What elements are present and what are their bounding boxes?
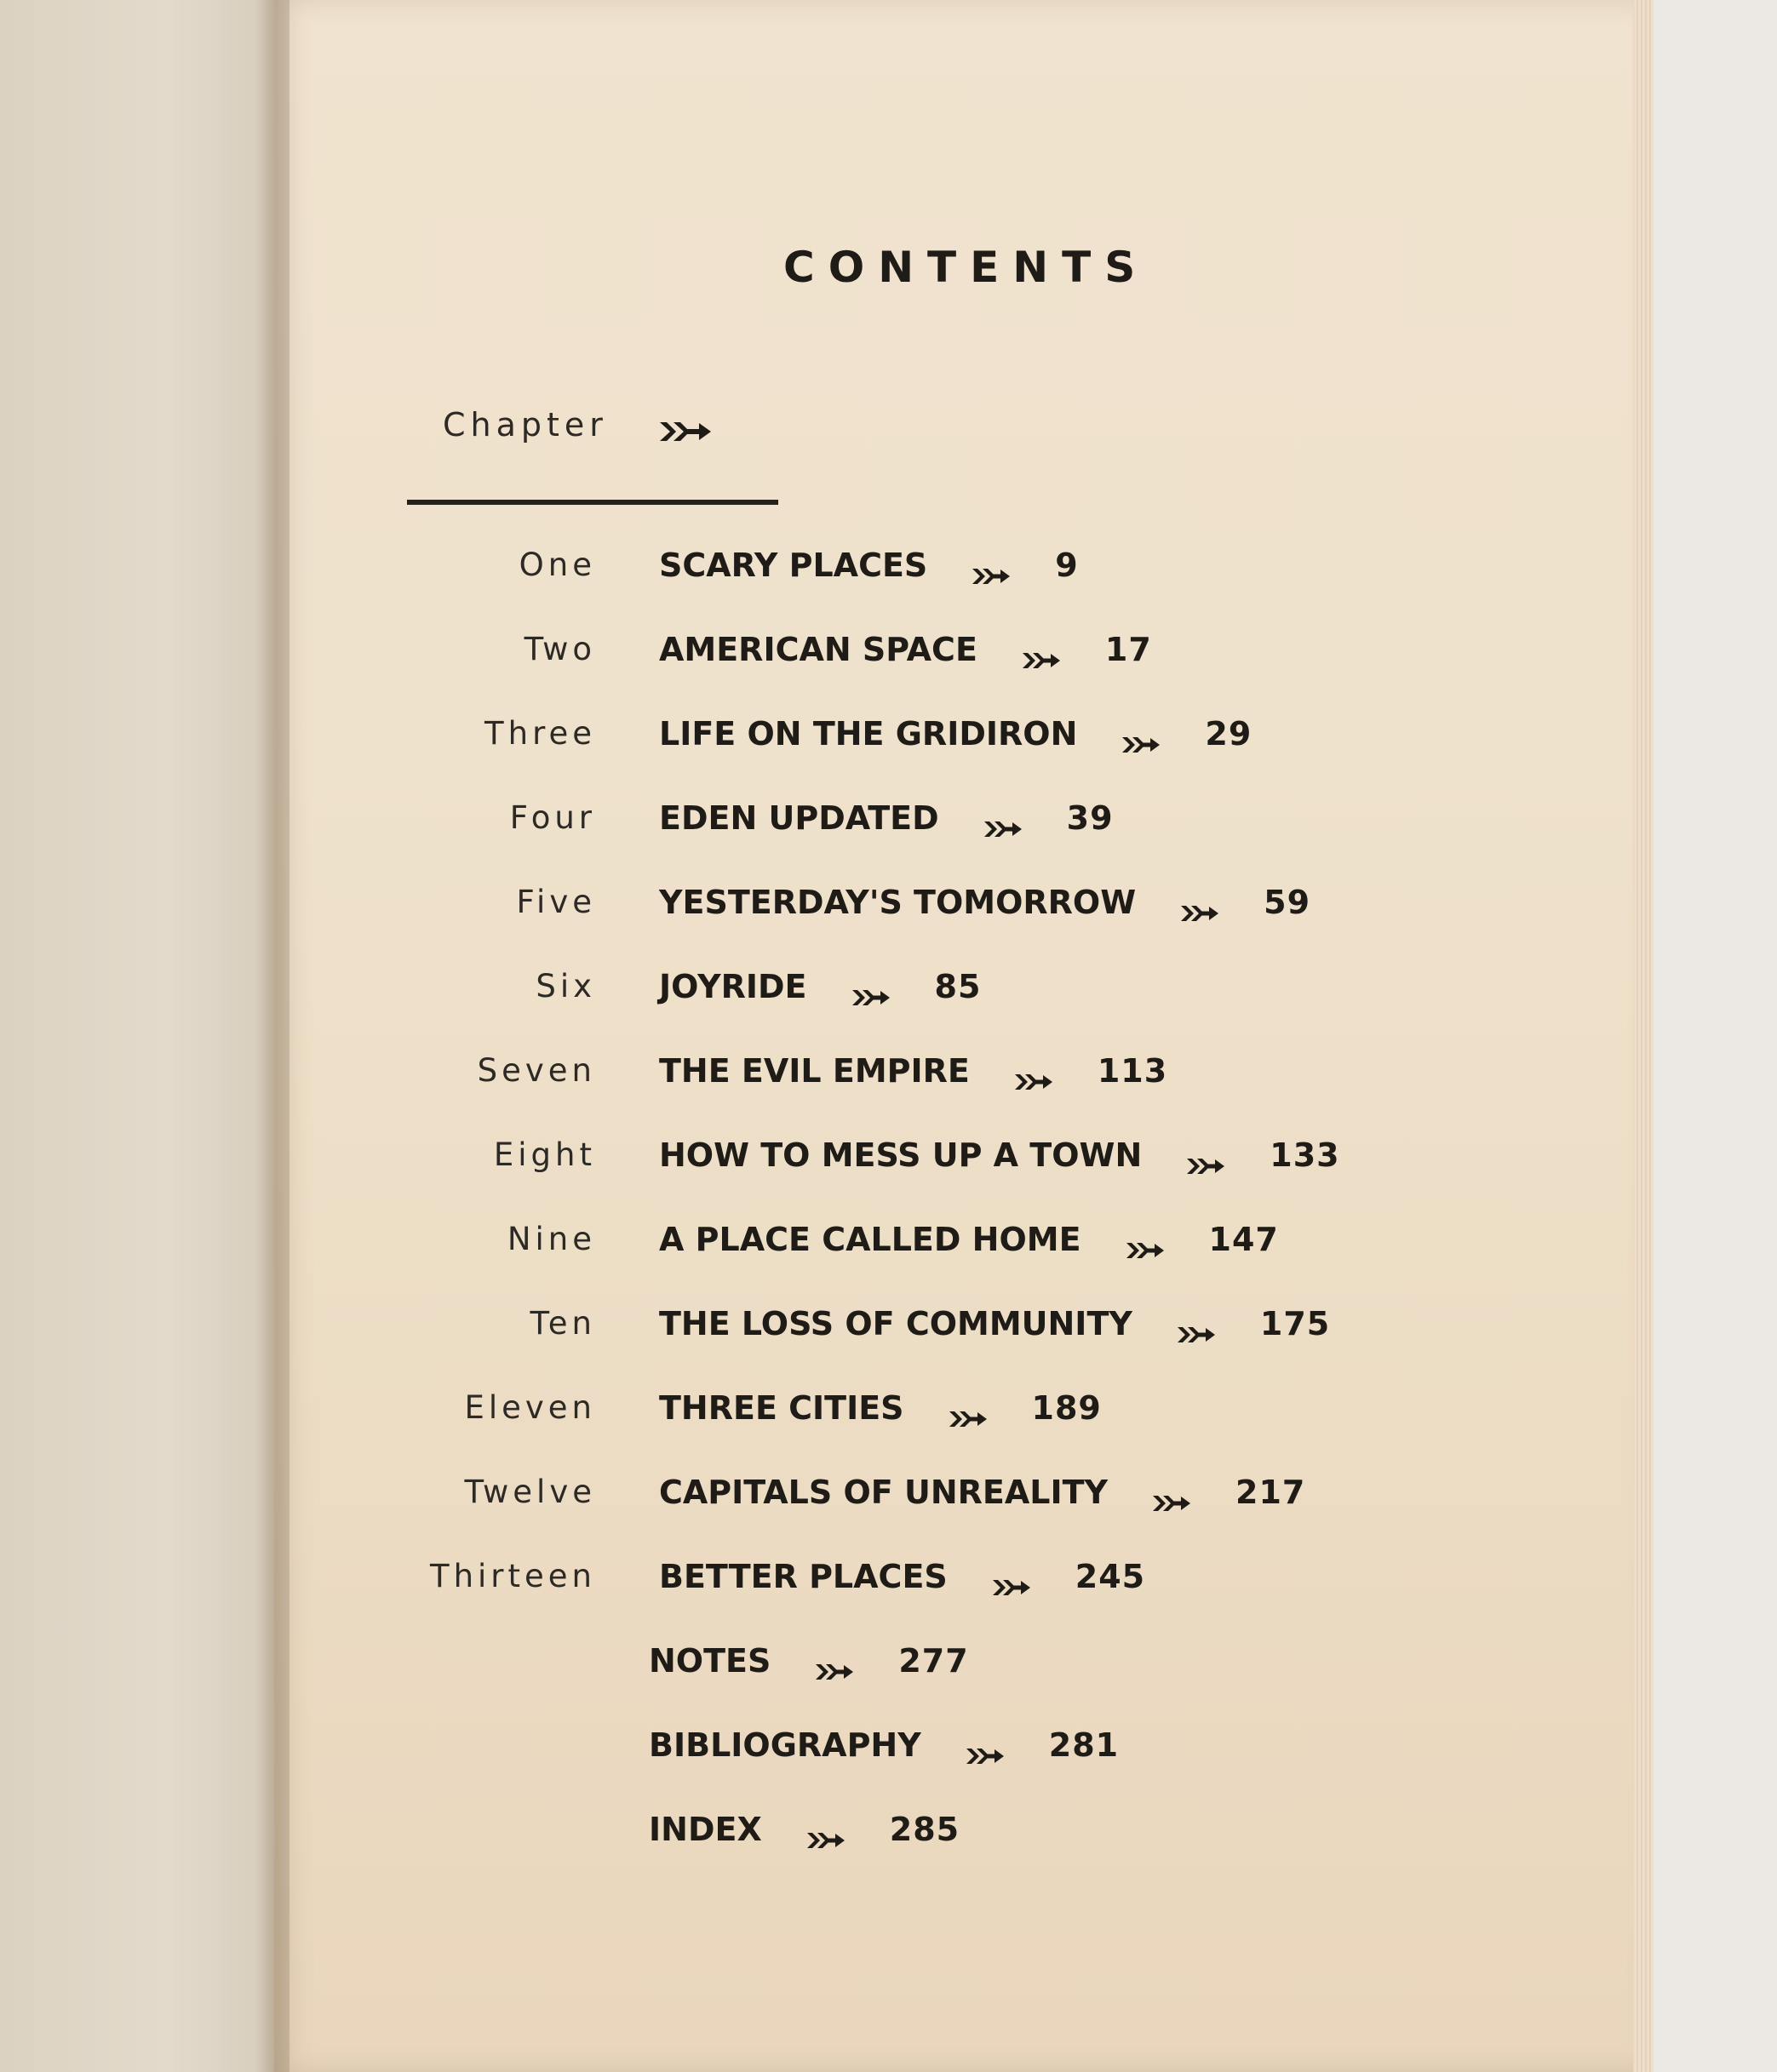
toc-row xyxy=(0,1558,1633,1617)
arrow-icon xyxy=(851,977,891,996)
toc-row xyxy=(0,1726,1633,1786)
arrow-icon xyxy=(1186,1146,1225,1165)
chapter-title: THE LOSS OF COMMUNITY xyxy=(659,1305,1132,1342)
chapter-number: One xyxy=(519,547,596,583)
chapter-number: Three xyxy=(484,715,596,752)
chapter-title: LIFE ON THE GRIDIRON xyxy=(659,715,1078,753)
toc-row xyxy=(0,968,1633,1027)
toc-entry[interactable] xyxy=(649,1726,1119,1764)
chapter-title: THE EVIL EMPIRE xyxy=(659,1052,970,1090)
chapter-title: EDEN UPDATED xyxy=(659,799,939,837)
page-number: 113 xyxy=(1097,1052,1168,1090)
page-number: 189 xyxy=(1031,1389,1102,1427)
page-number: 147 xyxy=(1208,1221,1279,1258)
toc-entry[interactable] xyxy=(659,1558,1145,1595)
toc-entry[interactable] xyxy=(659,1305,1330,1342)
page-edges xyxy=(1633,0,1654,2072)
page-number: 39 xyxy=(1066,799,1114,837)
toc-row xyxy=(0,1642,1633,1702)
page-number: 133 xyxy=(1270,1136,1340,1174)
chapter-number: Thirteen xyxy=(429,1558,596,1594)
toc-row xyxy=(0,1221,1633,1280)
toc-entry[interactable] xyxy=(659,884,1310,921)
chapter-number: Six xyxy=(536,968,596,1005)
chapter-title: JOYRIDE xyxy=(659,968,807,1005)
toc-entry[interactable] xyxy=(659,631,1152,668)
toc-row xyxy=(0,1474,1633,1533)
chapter-title: AMERICAN SPACE xyxy=(659,631,977,668)
toc-entry[interactable] xyxy=(659,1389,1102,1427)
chapter-column-header: Chapter xyxy=(443,406,608,444)
toc-row xyxy=(0,1052,1633,1112)
chapter-title: HOW TO MESS UP A TOWN xyxy=(659,1136,1143,1174)
chapter-title: BETTER PLACES xyxy=(659,1558,948,1595)
page-number: 29 xyxy=(1205,715,1252,753)
chapter-title: CAPITALS OF UNREALITY xyxy=(659,1474,1109,1511)
chapter-number: Four xyxy=(509,799,596,836)
toc-entry[interactable] xyxy=(659,1136,1340,1174)
arrow-icon xyxy=(1014,1062,1053,1080)
arrow-icon xyxy=(1177,1314,1216,1333)
chapter-number: Five xyxy=(516,884,596,920)
chapter-number: Eleven xyxy=(464,1389,596,1426)
arrow-icon xyxy=(1152,1483,1191,1502)
toc-entry[interactable] xyxy=(659,547,1079,584)
arrow-icon xyxy=(806,1820,846,1839)
page-number: 281 xyxy=(1048,1726,1120,1764)
header-rule xyxy=(407,500,778,505)
page-number: 59 xyxy=(1264,884,1311,921)
chapter-title: SCARY PLACES xyxy=(659,547,928,584)
contents-title: CONTENTS xyxy=(783,243,1149,292)
chapter-title: THREE CITIES xyxy=(659,1389,904,1427)
toc-row xyxy=(0,1811,1633,1870)
chapter-number: Ten xyxy=(530,1305,596,1342)
toc-entry[interactable] xyxy=(659,1474,1305,1511)
section-title: BIBLIOGRAPHY xyxy=(649,1726,921,1764)
chapter-title: A PLACE CALLED HOME xyxy=(659,1221,1081,1258)
toc-row xyxy=(0,1389,1633,1449)
page-number: 175 xyxy=(1259,1305,1331,1342)
page-number: 277 xyxy=(898,1642,969,1680)
chapter-title: YESTERDAY'S TOMORROW xyxy=(659,884,1137,921)
page-number: 285 xyxy=(889,1811,960,1848)
arrow-icon xyxy=(1126,1230,1165,1249)
arrow-icon xyxy=(1121,724,1161,743)
section-title: NOTES xyxy=(649,1642,771,1680)
page-number: 85 xyxy=(934,968,982,1005)
arrow-icon xyxy=(949,1399,988,1417)
chapter-number: Twelve xyxy=(464,1474,596,1510)
toc-entry[interactable] xyxy=(649,1642,969,1680)
toc-row xyxy=(0,1305,1633,1365)
background-surface xyxy=(1654,0,1777,2072)
chapter-number: Seven xyxy=(477,1052,596,1089)
arrow-icon xyxy=(972,556,1011,575)
chapter-number: Two xyxy=(524,631,596,667)
section-title: INDEX xyxy=(649,1811,762,1848)
toc-row xyxy=(0,547,1633,606)
page-number: 217 xyxy=(1235,1474,1306,1511)
arrow-icon xyxy=(992,1567,1031,1586)
toc-entry[interactable] xyxy=(659,968,981,1005)
chapter-number: Nine xyxy=(507,1221,596,1257)
toc-row xyxy=(0,799,1633,859)
toc-row xyxy=(0,631,1633,690)
arrow-icon xyxy=(1022,640,1061,659)
arrow-icon xyxy=(658,419,713,444)
toc-entry[interactable] xyxy=(649,1811,960,1848)
arrow-icon xyxy=(983,809,1023,827)
arrow-icon xyxy=(1180,893,1219,912)
toc-entry[interactable] xyxy=(659,1221,1279,1258)
page-number: 245 xyxy=(1075,1558,1146,1595)
page-number: 9 xyxy=(1055,547,1079,584)
toc-row xyxy=(0,884,1633,943)
toc-entry[interactable] xyxy=(659,799,1114,837)
toc-entry[interactable] xyxy=(659,1052,1167,1090)
page-number: 17 xyxy=(1104,631,1152,668)
arrow-icon xyxy=(815,1651,854,1670)
chapter-number: Eight xyxy=(493,1136,596,1173)
arrow-icon xyxy=(966,1736,1005,1754)
toc-entry[interactable] xyxy=(659,715,1252,753)
toc-row xyxy=(0,715,1633,775)
toc-row xyxy=(0,1136,1633,1196)
